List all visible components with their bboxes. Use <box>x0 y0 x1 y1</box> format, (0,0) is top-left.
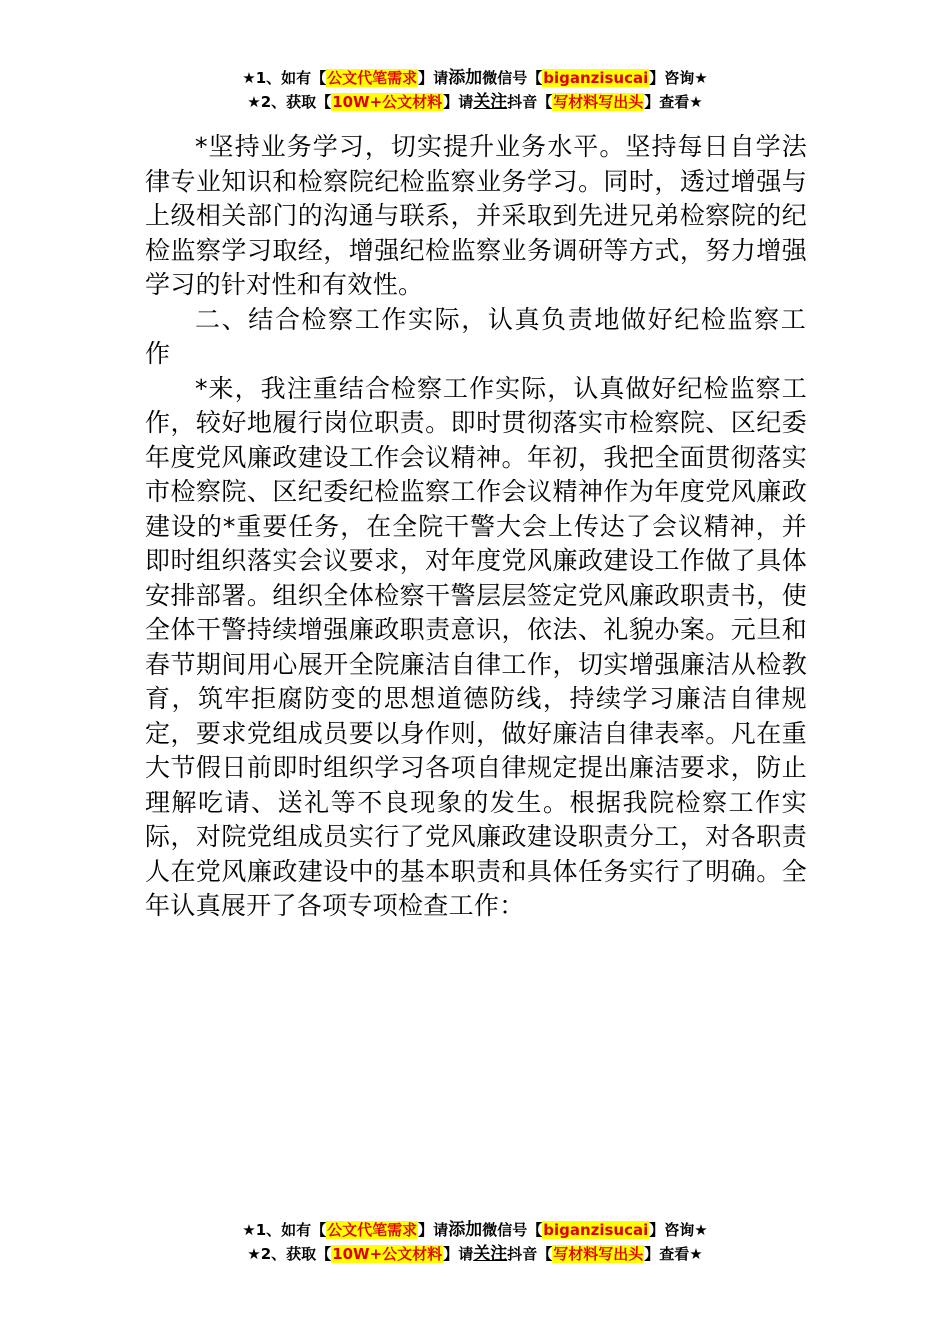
header-banner <box>0 66 950 114</box>
highlight-materials: 10W+公文材料 <box>332 93 443 111</box>
footer-banner <box>0 1218 950 1266</box>
highlight-douyin-account: 写材料写出头 <box>553 1245 644 1263</box>
banner-line-2: ★2、获取【10W+公文材料】请关注抖音【写材料写出头】查看★ <box>247 1244 703 1264</box>
banner-line-1: ★1、如有【公文代笔需求】请添加微信号【biganzisucai】咨询★ <box>242 1220 708 1240</box>
paragraph-discipline-work: *来，我注重结合检察工作实际，认真做好纪检监察工作，较好地履行岗位职责。即时贯彻落实市检察院、区纪委年度党风廉政建设工作会议精神。年初，我把全面贯彻落实市检察院、区纪委纪检监察工作会议精神作为年度党风廉政建设的*重要任务，在全院干警大会上传达了会议精神，并即时组织落实会议要求，对年度党风廉政建设工作做了具体安排部署。组织全体检察干警层层签定党风廉政职责书，使全体干警持续增强廉政职责意识，依法、礼貌办案。元旦和春节期间用心展开全院廉洁自律工作，切实增强廉洁从检教育，筑牢拒腐防变的思想道德防线，持续学习廉洁自律规定，要求党组成员要以身作则，做好廉洁自律表率。凡在重大节假日前即时组织学习各项自律规定提出廉洁要求，防止理解吃请、送礼等不良现象的发生。根据我院检察工作实际，对院党组成员实行了党风廉政建设职责分工，对各职责人在党风廉政建设中的基本职责和具体任务实行了明确。全年认真展开了各项专项检查工作： <box>145 373 807 920</box>
highlight-wechat-id: biganzisucai <box>543 1221 649 1239</box>
highlight-service: 公文代笔需求 <box>327 1221 418 1239</box>
paragraph-business-study: *坚持业务学习，切实提升业务水平。坚持每日自学法律专业知识和检察院纪检监察业务学习。同时，透过增强与上级相关部门的沟通与联系，并采取到先进兄弟检察院的纪检监察学习取经，增强纪检监察业务调研等方式，努力增强学习的针对性和有效性。 <box>145 132 807 299</box>
banner-line-1: ★1、如有【公文代笔需求】请添加微信号【biganzisucai】咨询★ <box>242 68 708 88</box>
highlight-wechat-id: biganzisucai <box>543 69 649 87</box>
document-body <box>145 130 807 924</box>
banner-line-2: ★2、获取【10W+公文材料】请关注抖音【写材料写出头】查看★ <box>247 92 703 112</box>
section-heading: 二、结合检察工作实际，认真负责地做好纪检监察工作 <box>145 304 807 368</box>
highlight-materials: 10W+公文材料 <box>332 1245 443 1263</box>
highlight-service: 公文代笔需求 <box>327 69 418 87</box>
highlight-douyin-account: 写材料写出头 <box>553 93 644 111</box>
